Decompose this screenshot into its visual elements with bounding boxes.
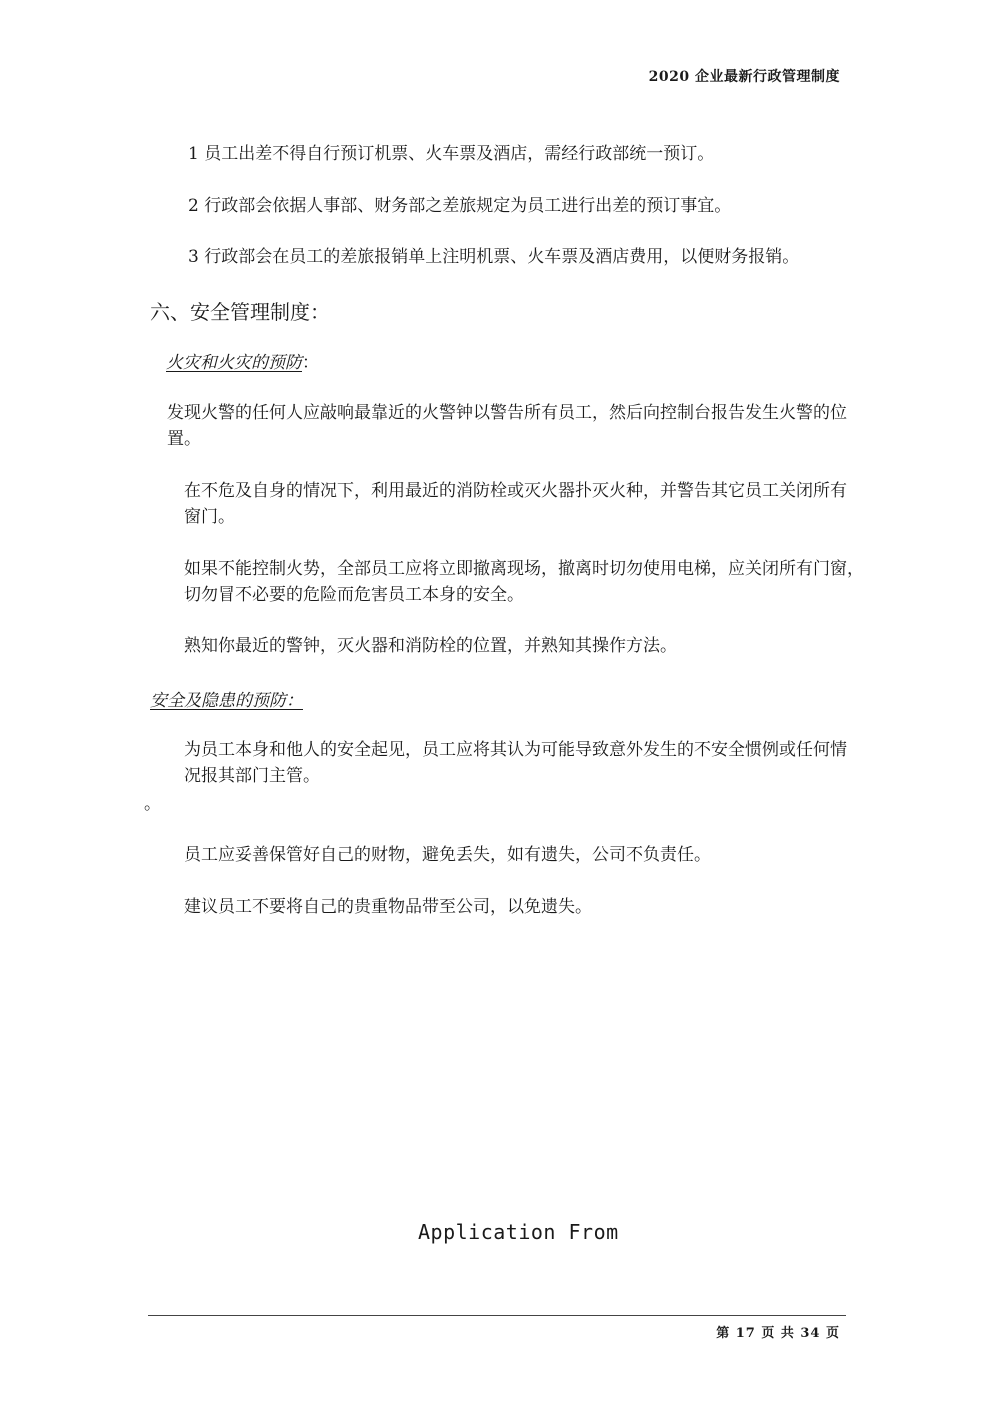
application-form-title: Application From [418,1220,619,1244]
fire-heading-text: 火灾和火灾的预防 [166,353,302,373]
fire-paragraph-2 [184,478,847,530]
travel-item-2-text: 行政部会依据人事部、财务部之差旅规定为员工进行出差的预订事宜。 [204,196,732,216]
fire-p3-line-2: 切勿冒不必要的危险而危害员工本身的安全。 [184,585,524,605]
fire-paragraph-3 [184,556,864,608]
safety-paragraph-3: 建议员工不要将自己的贵重物品带至公司，以免遗失。 [184,897,592,917]
fire-p2-line-2: 窗门。 [184,507,235,527]
travel-item-3 [188,244,799,270]
fire-p3-line-1: 如果不能控制火势，全部员工应将立即撤离现场，撤离时切勿使用电梯，应关闭所有门窗， [184,559,864,579]
safety-p1-line-1: 为员工本身和他人的安全起见，员工应将其认为可能导致意外发生的不安全惯例或任何情 [184,740,847,760]
travel-item-2-number: 2 [188,196,199,216]
fire-p1-line-1: 发现火警的任何人应敲响最靠近的火警钟以警告所有员工，然后向控制台报告发生火警的位 [167,403,847,423]
safety-heading: 安全及隐患的预防： [150,691,303,711]
footer-divider [148,1315,846,1316]
safety-paragraph-1 [184,737,847,789]
travel-item-2 [188,193,731,219]
safety-p1-line-2: 况报其部门主管。 [184,766,320,786]
travel-item-1-number: 1 [188,144,199,164]
fire-paragraph-1 [167,400,847,452]
fire-p1-line-2: 置。 [167,429,201,449]
travel-item-3-number: 3 [188,247,199,267]
fire-heading-colon: ： [302,353,319,373]
travel-item-1-text: 员工出差不得自行预订机票、火车票及酒店，需经行政部统一预订。 [204,144,715,164]
travel-item-3-text: 行政部会在员工的差旅报销单上注明机票、火车票及酒店费用，以便财务报销。 [204,247,800,267]
fire-paragraph-4: 熟知你最近的警钟，灭火器和消防栓的位置，并熟知其操作方法。 [184,636,677,656]
page-number-footer: 第 17 页 共 34 页 [716,1326,840,1341]
stray-period-mark: 。 [144,794,161,814]
travel-item-1 [188,141,714,167]
page-header-title: 2020 企业最新行政管理制度 [648,69,840,85]
fire-heading [166,348,319,373]
section-6-title: 六、安全管理制度： [150,300,330,324]
fire-p2-line-1: 在不危及自身的情况下，利用最近的消防栓或灭火器扑灭火种，并警告其它员工关闭所有 [184,481,847,501]
safety-paragraph-2: 员工应妥善保管好自己的财物，避免丢失，如有遗失，公司不负责任。 [184,845,711,865]
